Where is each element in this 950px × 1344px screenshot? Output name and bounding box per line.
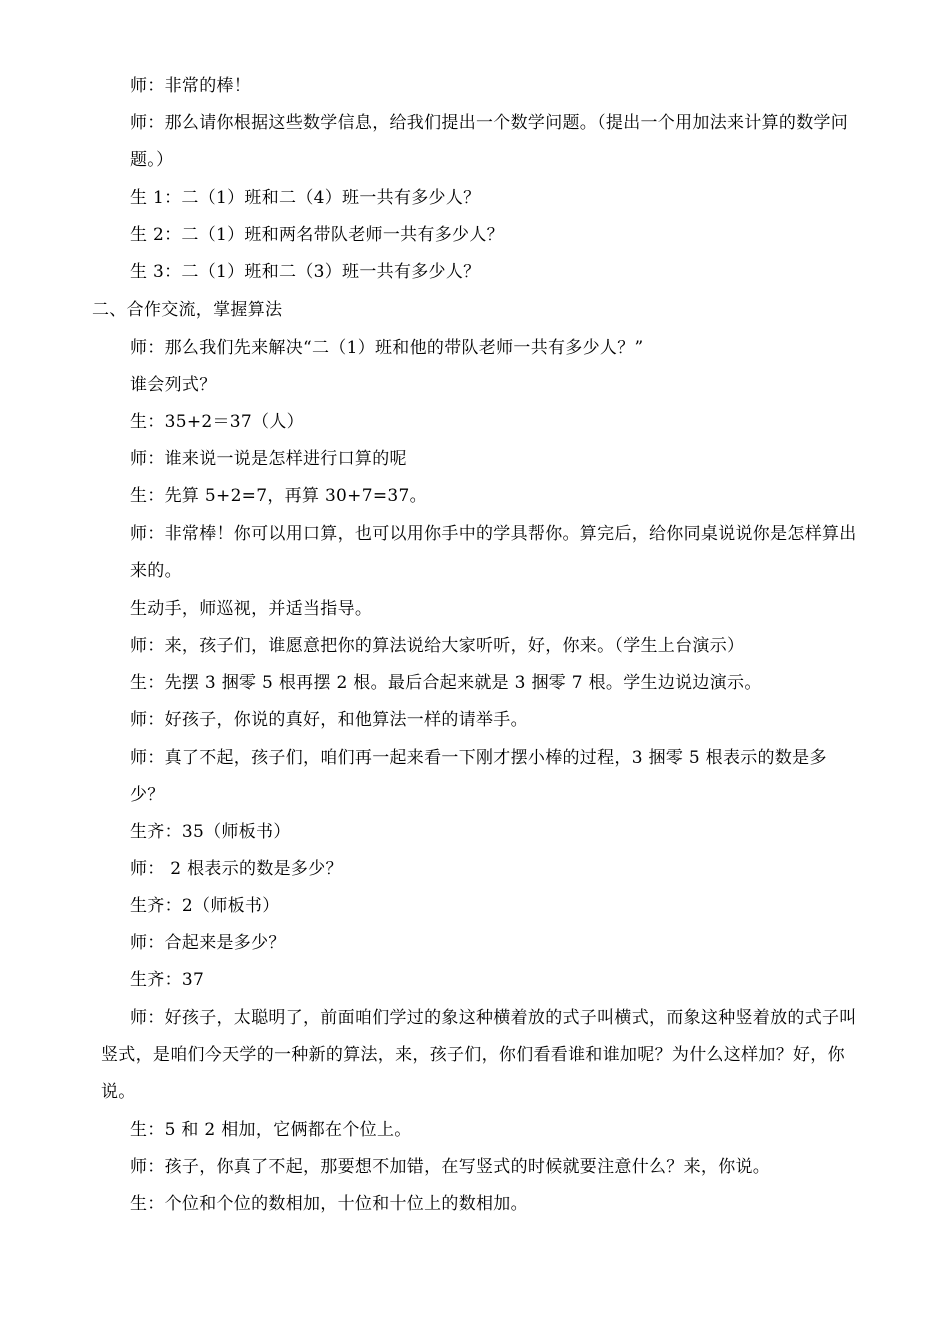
paragraph: 师： 2 根表示的数是多少？ [130, 859, 343, 879]
paragraph: 生齐：2（师板书） [130, 896, 280, 916]
paragraph: 师：非常棒！你可以用口算，也可以用你手中的学具帮你。算完后，给你同桌说说你是怎样算出来的。 [130, 524, 857, 581]
paragraph: 师：谁来说一说是怎样进行口算的呢 [130, 449, 407, 469]
paragraph: 师：非常的棒！ [130, 76, 252, 96]
paragraph: 谁会列式？ [130, 375, 217, 395]
paragraph: 生 3：二（1）班和二（3）班一共有多少人？ [130, 262, 481, 282]
paragraph: 师：合起来是多少？ [130, 933, 286, 953]
section-heading: 二、合作交流，掌握算法 [92, 300, 283, 320]
paragraph: 生：先算 5+2=7，再算 30+7=37。 [130, 486, 427, 506]
paragraph [130, 105, 860, 179]
paragraph: 师：真了不起，孩子们，咱们再一起来看一下刚才摆小棒的过程，3 捆零 5 根表示的数是多少？ [130, 748, 827, 805]
paragraph: 师：来，孩子们，谁愿意把你的算法说给大家听听，好，你来。（学生上台演示） [130, 636, 745, 656]
paragraph: 生：35+2＝37（人） [130, 412, 304, 432]
paragraph-text: 师：那么请你根据这些数学信息，给我们提出一个数学问题。（提出一个用加法来计算的数学问题。） [130, 113, 849, 170]
paragraph: 生 2：二（1）班和两名带队老师一共有多少人？ [130, 225, 504, 245]
paragraph: 师：那么我们先来解决“二（1）班和他的带队老师一共有多少人？” [130, 338, 644, 358]
paragraph: 师：孩子，你真了不起，那要想不加错，在写竖式的时候就要注意什么？来，你说。 [130, 1157, 771, 1177]
paragraph: 师：好孩子，太聪明了，前面咱们学过的象这种横着放的式子叫横式，而象这种竖着放的式子叫竖式，是咱们今天学的一种新的算法，来，孩子们，你们看看谁和谁加呢？为什么这样加？好，你说。 [101, 1008, 857, 1102]
paragraph: 师：好孩子，你说的真好，和他算法一样的请举手。 [130, 710, 528, 730]
paragraph: 生动手，师巡视，并适当指导。 [130, 599, 373, 619]
paragraph: 生齐：37 [130, 970, 205, 990]
paragraph: 生：5 和 2 相加，它俩都在个位上。 [130, 1120, 412, 1140]
paragraph: 生齐：35（师板书） [130, 822, 291, 842]
paragraph: 生：个位和个位的数相加，十位和十位上的数相加。 [130, 1194, 528, 1214]
paragraph: 生：先摆 3 捆零 5 根再摆 2 根。最后合起来就是 3 捆零 7 根。学生边说边演示。 [130, 673, 762, 693]
paragraph: 生 1：二（1）班和二（4）班一共有多少人？ [130, 188, 481, 208]
